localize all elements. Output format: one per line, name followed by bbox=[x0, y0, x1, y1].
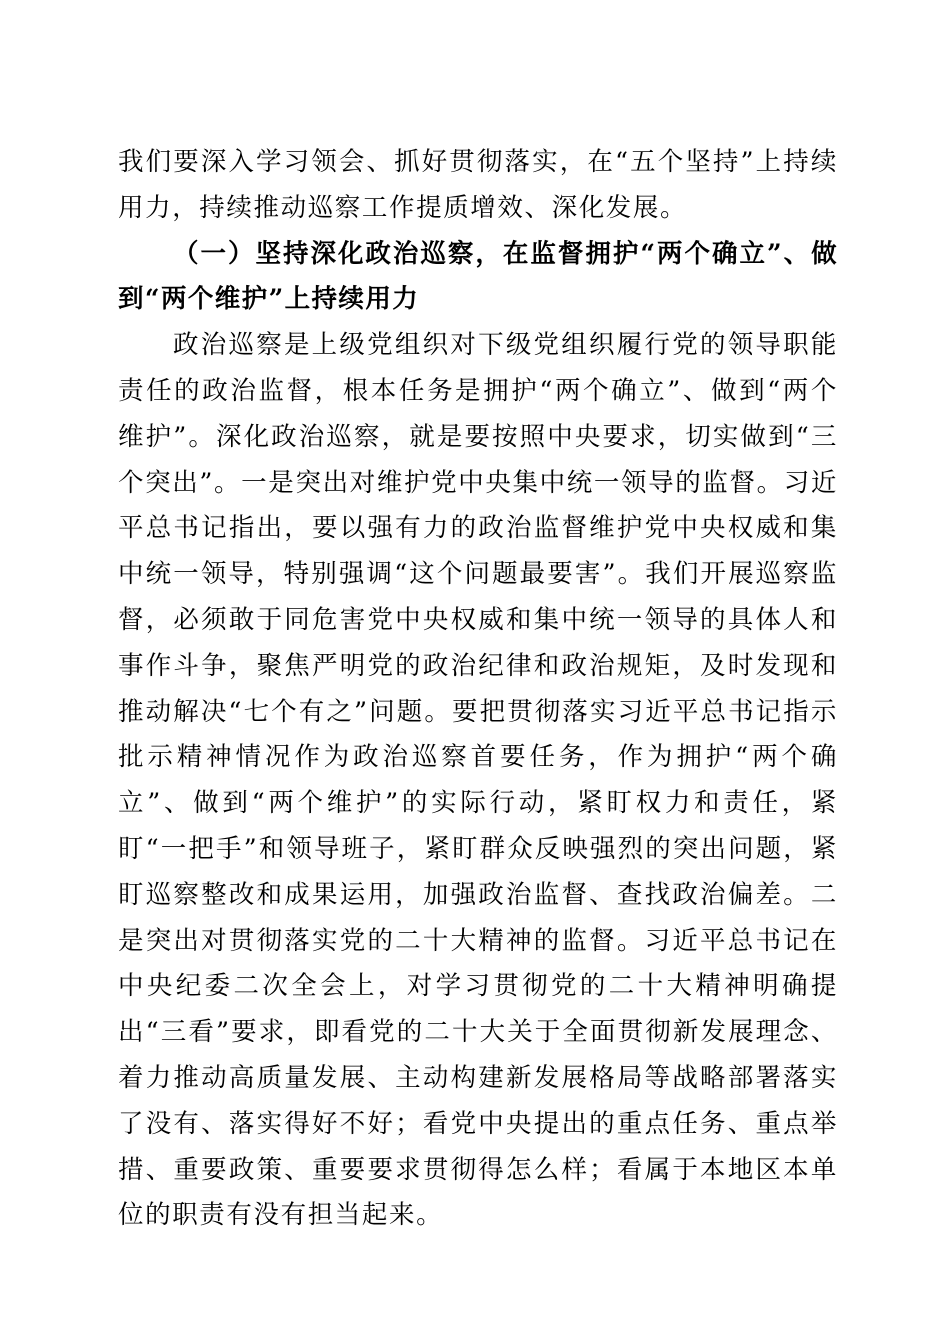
document-body bbox=[118, 140, 838, 1239]
body-paragraph: 政治巡察是上级党组织对下级党组织履行党的领导职能责任的政治监督，根本任务是拥护“两个确立”、做到“两个维护”。深化政治巡察，就是要按照中央要求，切实做到“三个突出”。一是突出对维护党中央集中统一领导的监督。习近平总书记指出，要以强有力的政治监督维护党中央权威和集中统一领导，特别强调“这个问题最要害”。我们开展巡察监督，必须敢于同危害党中央权威和集中统一领导的具体人和事作斗争，聚焦严明党的政治纪律和政治规矩，及时发现和推动解决“七个有之”问题。要把贯彻落实习近平总书记指示批示精神情况作为政治巡察首要任务，作为拥护“两个确立”、做到“两个维护”的实际行动，紧盯权力和责任，紧盯“一把手”和领导班子，紧盯群众反映强烈的突出问题，紧盯巡察整改和成果运用，加强政治监督、查找政治偏差。二是突出对贯彻落实党的二十大精神的监督。习近平总书记在中央纪委二次全会上，对学习贯彻党的二十大精神明确提出“三看”要求，即看党的二十大关于全面贯彻新发展理念、着力推动高质量发展、主动构建新发展格局等战略部署落实了没有、落实得好不好；看党中央提出的重点任务、重点举措、重要政策、重要要求贯彻得怎么样；看属于本地区本单位的职责有没有担当起来。 bbox=[118, 330, 838, 1231]
section-heading: （一）坚持深化政治巡察，在监督拥护“两个确立”、做到“两个维护”上持续用力 bbox=[118, 238, 838, 315]
intro-paragraph: 我们要深入学习领会、抓好贯彻落实，在“五个坚持”上持续用力，持续推动巡察工作提质增效、深化发展。 bbox=[118, 147, 838, 223]
